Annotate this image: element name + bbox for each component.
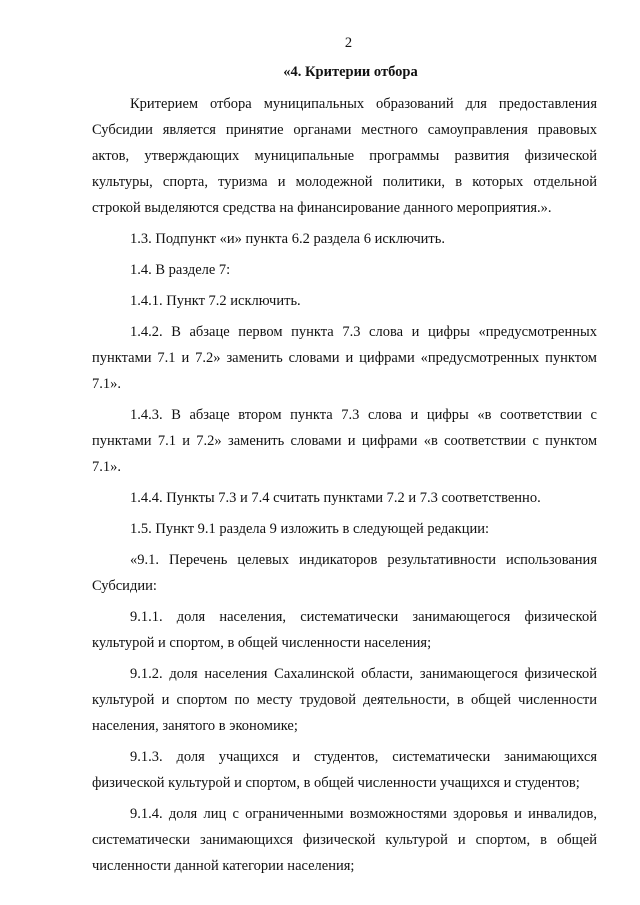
paragraph-9-1-4: 9.1.4. доля лиц с ограниченными возможностями здоровья и инвалидов, систематически занимающихся физической культурой и спортом, в общей численности данной категории населения;: [92, 806, 597, 874]
paragraph-criterion: Критерием отбора муниципальных образований для предоставления Субсидии является принятие органами местного самоуправления правовых актов, утверждающих муниципальные программы развития физической культуры, спорта, туризма и молодежной политики, в которых отдельной строкой выделяются средства на финансирование данного мероприятия.».: [92, 96, 597, 216]
page-number: 2: [344, 35, 353, 51]
paragraph-9-1: «9.1. Перечень целевых индикаторов результативности использования Субсидии:: [92, 552, 597, 594]
paragraph-1-4-1: 1.4.1. Пункт 7.2 исключить.: [130, 293, 301, 309]
paragraph-1-4-2: 1.4.2. В абзаце первом пункта 7.3 слова и цифры «предусмотренных пунктами 7.1 и 7.2» заменить словами и цифрами «предусмотренных пунктом 7.1».: [92, 324, 597, 392]
paragraph-9-1-1: 9.1.1. доля населения, систематически занимающегося физической культурой и спортом, в общей численности населения;: [92, 609, 597, 651]
section-heading: «4. Критерии отбора: [283, 64, 418, 80]
paragraph-1-4-4: 1.4.4. Пункты 7.3 и 7.4 считать пунктами 7.2 и 7.3 соответственно.: [130, 490, 541, 506]
paragraph-1-4-3: 1.4.3. В абзаце втором пункта 7.3 слова и цифры «в соответствии с пунктами 7.1 и 7.2» заменить словами и цифрами «в соответствии с пунктом 7.1».: [92, 407, 597, 475]
paragraph-1-3: 1.3. Подпункт «и» пункта 6.2 раздела 6 исключить.: [130, 231, 445, 247]
paragraph-9-1-3: 9.1.3. доля учащихся и студентов, систематически занимающихся физической культурой и спортом, в общей численности учащихся и студентов;: [92, 749, 597, 791]
paragraph-1-5: 1.5. Пункт 9.1 раздела 9 изложить в следующей редакции:: [130, 521, 490, 537]
paragraph-1-4: 1.4. В разделе 7:: [130, 262, 231, 278]
document-page: [92, 34, 597, 879]
paragraph-9-1-2: 9.1.2. доля населения Сахалинской области, занимающегося физической культурой и спортом по месту трудовой деятельности, в общей численности населения, занятого в экономике;: [92, 666, 597, 734]
